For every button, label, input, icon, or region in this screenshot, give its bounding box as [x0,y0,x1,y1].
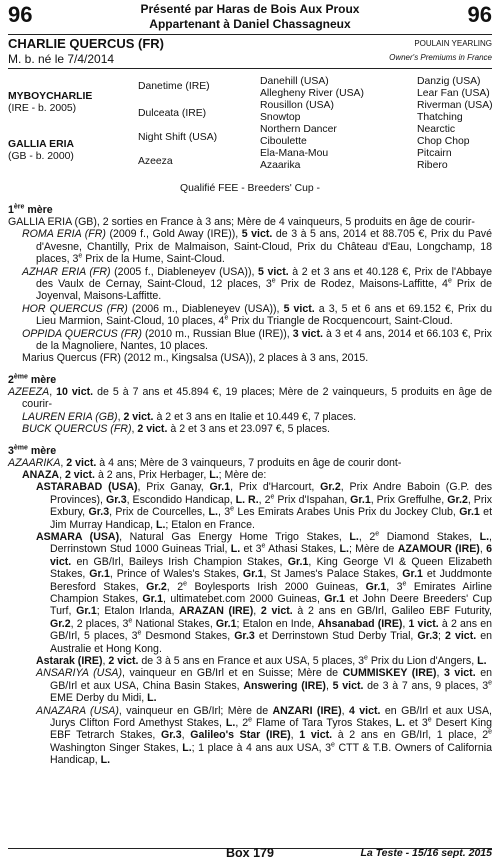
gen2-1: Danetime (IRE) [138,81,210,92]
sire-info: (IRE - b. 2005) [8,103,77,114]
qualification-line: Qualifié FEE - Breeders' Cup - [180,183,320,194]
gen2-2: Dulceata (IRE) [138,108,207,119]
gen2-3: Night Shift (USA) [138,132,218,143]
dam-info: (GB - b. 2000) [8,151,74,162]
pedigree-rule [8,68,492,69]
produce-roma-eria: ROMA ERIA (FR) (2009 f., Gold Away (IRE)), 5 vict. de 3 à 5 ans, 2014 et 88.705 €, Prix du Pavé d'Avesne, Chantilly, Prix de Malmaison, Saint-Cloud, Prix du Château d'Eau, Longchamp, 18 places, 3e Prix de la Hume, Saint-Cloud. [22,228,492,266]
dam-name: GALLIA ERIA [8,139,74,150]
gen3-6: Ciboulette [260,136,307,147]
horse-name: CHARLIE QUERCUS (FR) [8,36,164,51]
gen3-5: Northern Dancer [260,124,337,135]
consignor-line: Présenté par Haras de Bois Aux Proux [140,2,360,16]
gen4-3: Riverman (USA) [417,100,493,111]
pedigree-table [8,76,500,178]
produce-asmara: ASMARA (USA), Natural Gas Energy Home Trigo Stakes, L., 2e Diamond Stakes, L., Derrinstown Stud 1000 Guineas Trial, L. et 3e Athasi Stakes, L.; Mère de AZAMOUR (IRE), 6 vict. en GB/Irl, Baileys Irish Champion Stakes, Gr.1, King George VI & Queen Elizabeth Stakes, Gr.1, Prince of Wales's Stakes, Gr.1, St James's Palace Stakes, Gr.1 et Juddmonte Beresford Stakes, Gr.2, 2e Boylesports Irish 2000 Guineas, Gr.1, 3e Emirates Airline Champion Stakes, Gr.1, ultimatebet.com 2000 Guineas, Gr.1 et John Deere Breeders' Cup Turf, Gr.1; Etalon Irlanda, ARAZAN (IRE), 2 vict. à 2 ans en GB/Irl, Galileo EBF Futurity, Gr.2, 2 places, 3e National Stakes, Gr.1; Etalon en Inde, Ahsanabad (IRE), 1 vict. à 2 ans en GB/Irl, 5 places, 3e Desmond Stakes, Gr.3 et Derrinstown Stud Derby Trial, Gr.3; 2 vict. en Australie et Hong Kong. [36,530,492,655]
owner-premium: Owner's Premiums in France [389,53,492,62]
produce-anaza: ANAZA, 2 vict. à 2 ans, Prix Herbager, L.; Mère de: [22,468,267,481]
second-dam-paragraph: AZEEZA, 10 vict. de 5 à 7 ans et 45.894 €, 19 places; Mère de 2 vainqueurs, 5 produits en âge de courir- [8,385,492,411]
gen3-3: Rousillon (USA) [260,100,334,111]
dam-paragraph: GALLIA ERIA (GB), 2 sorties en France à 3 ans; Mère de 4 vainqueurs, 5 produits en âge de courir- [8,216,475,228]
sale-place-date: La Teste - 15/16 sept. 2015 [360,847,492,859]
header-rule [8,34,492,35]
produce-astarak: Astarak (IRE), 2 vict. de 3 à 5 ans en France et aux USA, 5 places, 3e Prix du Lion d'Angers, L. [36,654,487,667]
footer [8,847,492,861]
gen4-1: Danzig (USA) [417,76,481,87]
gen4-8: Ribero [417,160,448,171]
gen3-4: Snowtop [260,112,301,123]
box-number: Box 179 [226,846,274,860]
produce-marius-quercus: Marius Quercus (FR) (2012 m., Kingsalsa (USA)), 2 places à 3 ans, 2015. [22,352,369,365]
gen3-7: Ela-Mana-Mou [260,148,329,159]
produce-lauren-eria: LAUREN ERIA (GB), 2 vict. à 2 et 3 ans en Italie et 10.449 €, 7 places. [22,410,357,423]
family-notes [8,204,492,767]
produce-buck-quercus: BUCK QUERCUS (FR), 2 vict. à 2 et 3 ans et 23.097 €, 5 places. [22,423,330,436]
gen4-5: Nearctic [417,124,456,135]
gen4-4: Thatching [417,112,463,123]
gen3-1: Danehill (USA) [260,76,329,87]
section-1ere-mere: 1ère mère [8,203,53,216]
gen4-2: Lear Fan (USA) [417,88,490,99]
gen2-4: Azeeza [138,156,173,167]
gen3-8: Azaarika [260,160,301,171]
horse-name-bar [8,37,492,67]
gen4-7: Pitcairn [417,148,452,159]
catalogue-header [0,2,500,32]
horse-description: M. b. né le 7/4/2014 [8,52,115,66]
sale-category: POULAIN YEARLING [414,39,492,48]
owner-line: Appartenant à Daniel Chassagneux [149,17,351,31]
sire-name: MYBOYCHARLIE [8,91,93,102]
produce-hor-quercus: HOR QUERCUS (FR) (2006 m., Diableneyev (USA)), 5 vict. a 3, 5 et 6 ans et 69.152 €, Prix du Lieu Marmion, Saint-Cloud, 10 places, 4e Prix du Triangle de Rocquencourt, Saint-Cloud. [22,302,492,328]
produce-oppida-quercus: OPPIDA QUERCUS (FR) (2010 m., Russian Blue (IRE)), 3 vict. à 3 et 4 ans, 2014 et 66.103 €, Prix de la Magnoliere, Nantes, 10 places. [22,327,492,353]
section-3eme-mere: 3ème mère [8,443,57,457]
third-dam-paragraph: AZAARIKA, 2 vict. à 4 ans; Mère de 3 vainqueurs, 7 produits en âge de courir dont- [8,456,402,469]
lot-number-right: 96 [467,2,492,27]
produce-azhar-eria: AZHAR ERIA (FR) (2005 f., Diableneyev (USA)), 5 vict. à 2 et 3 ans et 40.128 €, Prix de l'Abbaye des Vaulx de Cernay, Saint-Cloud, 12 places, 3e Prix de Rodez, Maisons-Laffitte, 4e Prix de Joyenval, Maisons-Laffitte. [22,265,493,303]
produce-astarabad: ASTARABAD (USA), Prix Ganay, Gr.1, Prix d'Harcourt, Gr.2, Prix Andre Baboin (G.P. des Provinces), Gr.3, Escondido Handicap, L. R., 2e Prix d'Ispahan, Gr.1, Prix Greffulhe, Gr.2, Prix Exbury, Gr.3, Prix de Courcelles, L., 3e Les Emirats Arabes Unis Prix du Jockey Club, Gr.1 et Jim Murray Handicap, L.; Etalon en France. [36,481,493,531]
gen4-6: Chop Chop [417,136,470,147]
lot-number-left: 96 [8,2,33,27]
section-2eme-mere: 2ème mère [8,373,57,386]
produce-anazara: ANAZARA (USA), vainqueur en GB/Irl; Mère de ANZARI (IRE), 4 vict. en GB/Irl et aux USA, Jurys Clifton Ford Amethyst Stakes, L., 2e Flame of Tara Tyros Stakes, L. et 3e Desert King EBF Tetrarch Stakes, Gr.3, Galileo's Star (IRE), 1 vict. à 2 ans en GB/Irl, 1 place, 2e Washington Singer Stakes, L.; 1 place à 4 ans aux USA, 3e CTT & T.B. Owners of California Handicap, L. [36,704,493,767]
produce-ansariya: ANSARIYA (USA), vainqueur en GB/Irl et en Suisse; Mère de CUMMISKEY (IRE), 3 vict. en GB/Irl et aux USA, China Basin Stakes, Answering (IRE), 5 vict. de 3 à 7 ans, 9 places, 3e EME Derby du Midi, L. [36,667,492,705]
gen3-2: Allegheny River (USA) [260,88,364,99]
